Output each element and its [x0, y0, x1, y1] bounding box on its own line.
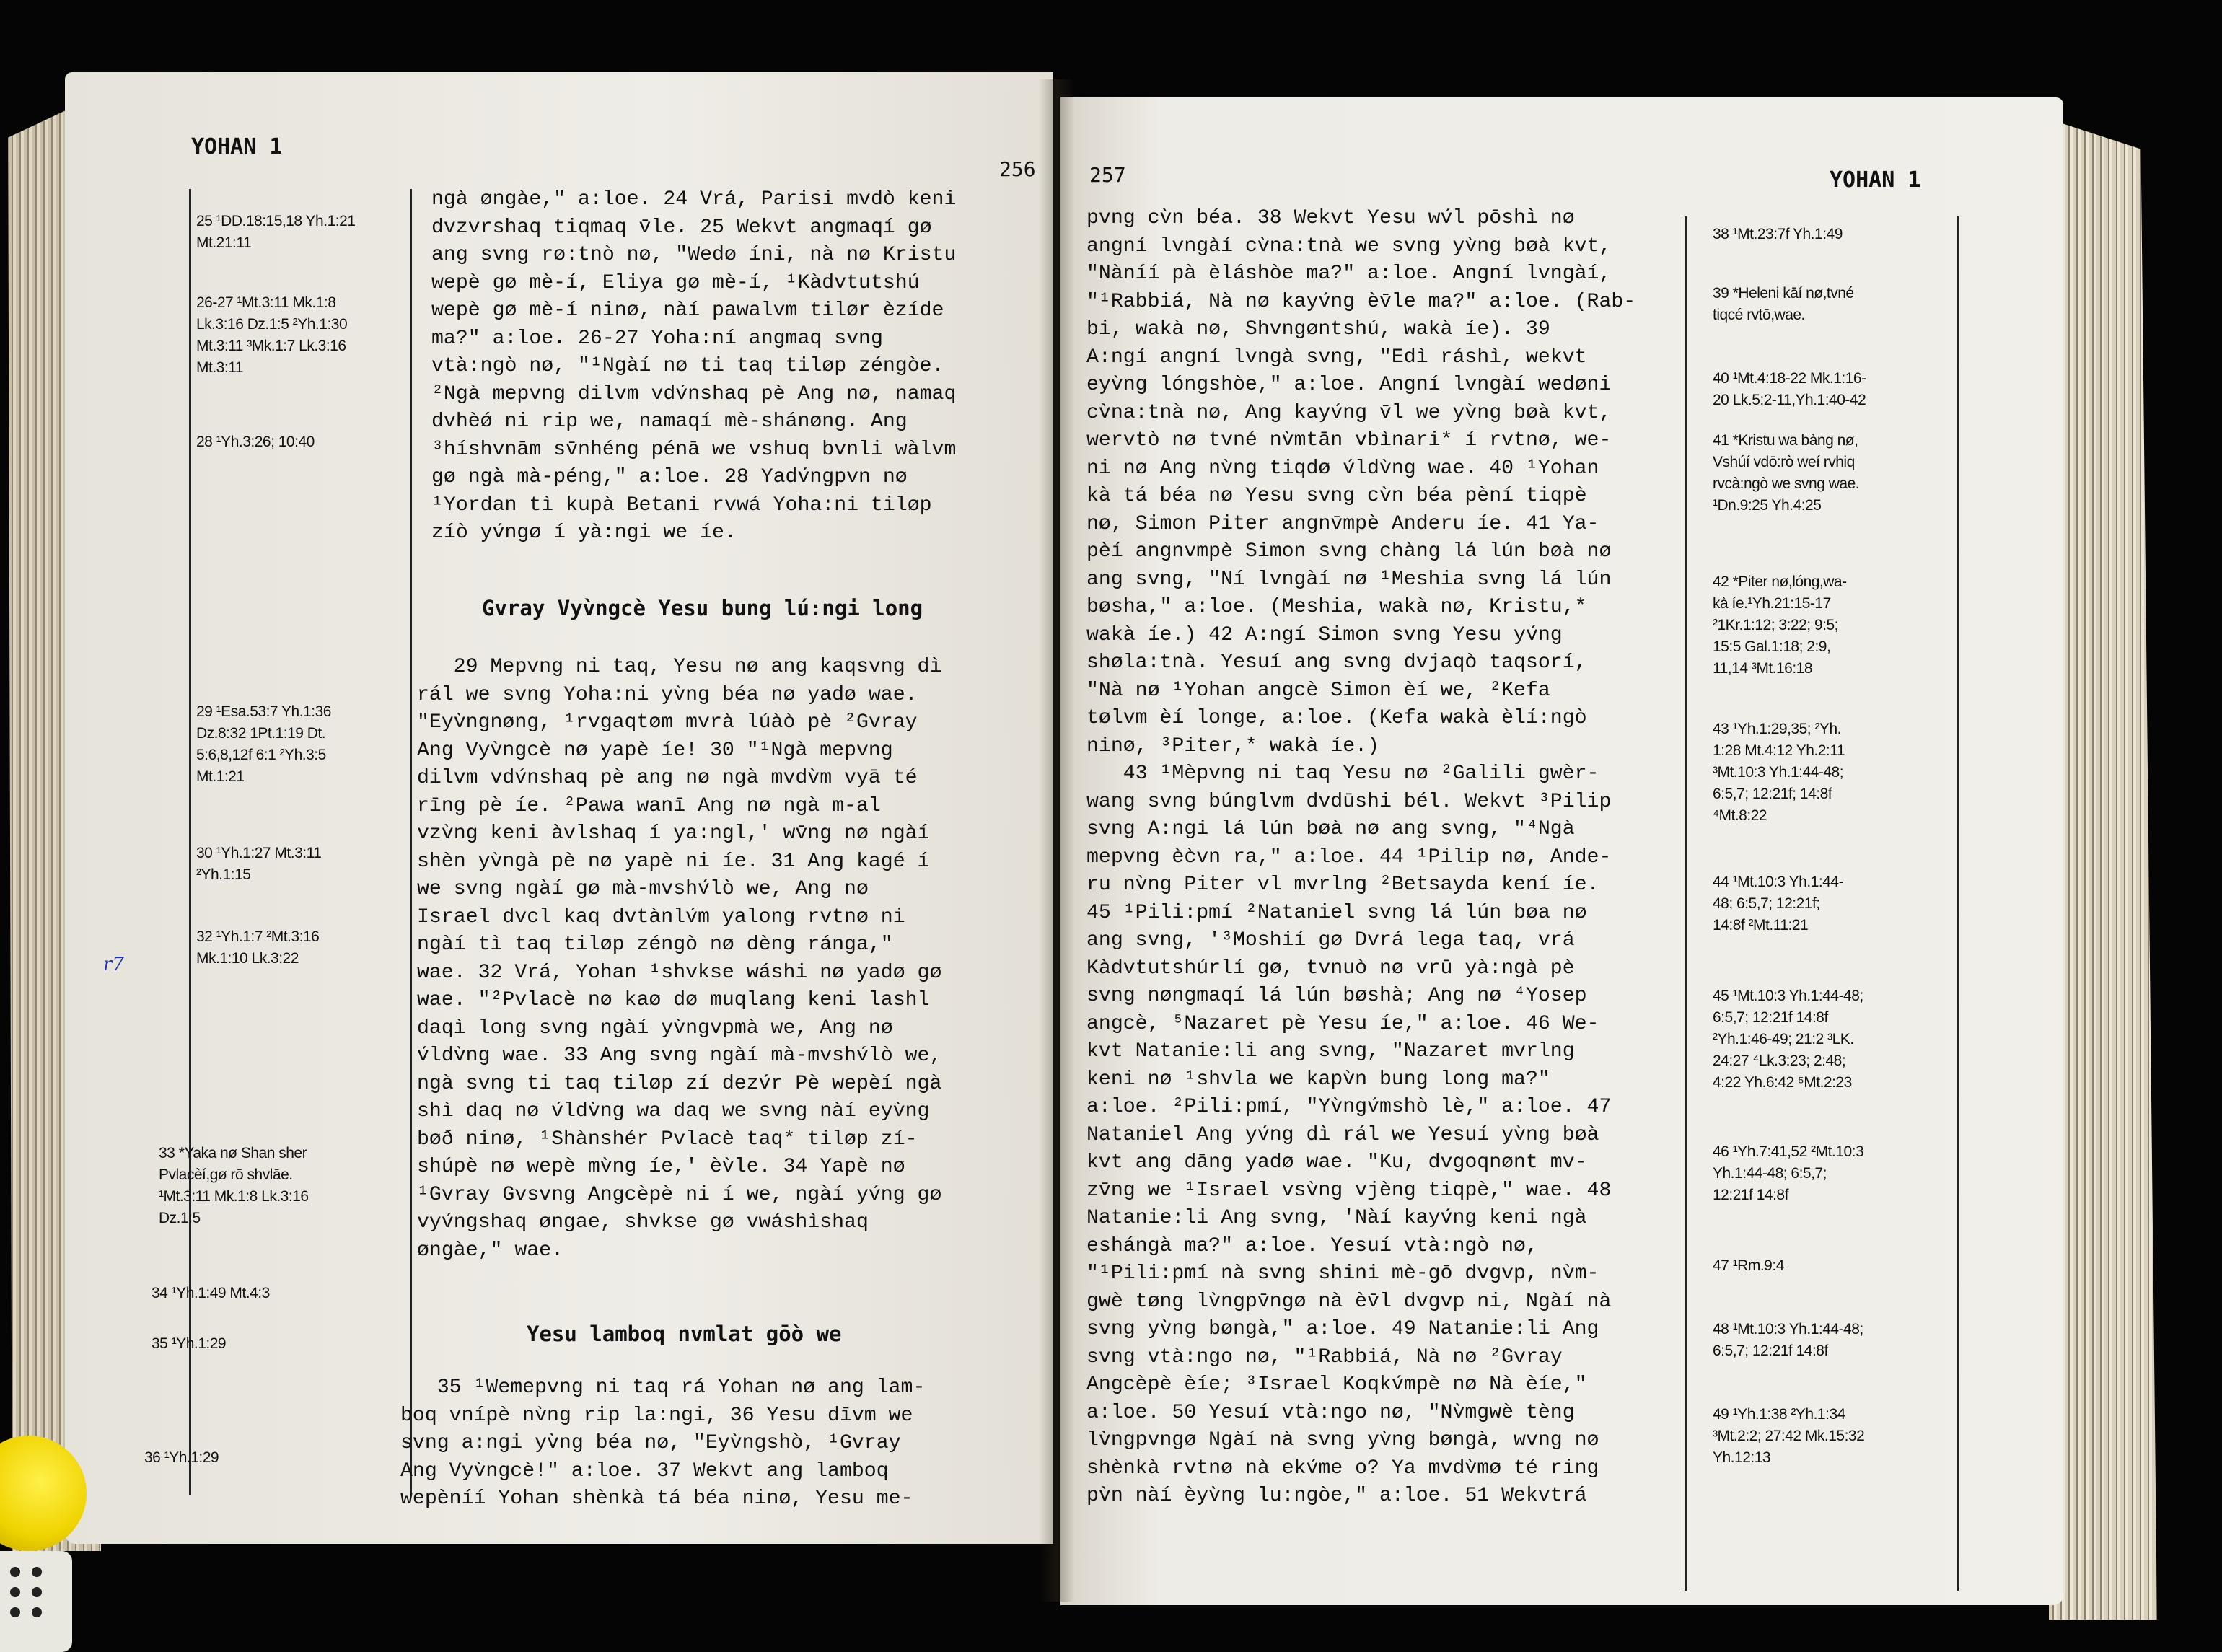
- note-43: 43 ¹Yh.1:29,35; ²Yh. 1:28 Mt.4:12 Yh.2:11 ³Mt.10:3 Yh.1:44-48; 6:5,7; 12:21f; 14:8f ⁴Mt.8:22: [1713, 721, 1845, 824]
- die-pip: [10, 1567, 20, 1577]
- left-section-heading-1: Gvray Vyv̀ngcè Yesu bung lú:ngi long: [482, 596, 923, 620]
- right-notes-rule-inner: [1685, 216, 1687, 1591]
- note-25: 25 ¹DD.18:15,18 Yh.1:21 Mt.21:11: [196, 213, 356, 251]
- note-48: 48 ¹Mt.10:3 Yh.1:44-48; 6:5,7; 12:21f 14:8f: [1713, 1321, 1863, 1359]
- note-26-27: 26-27 ¹Mt.3:11 Mk.1:8 Lk.3:16 Dz.1:5 ²Yh.1:30 Mt.3:11 ³Mk.1:7 Lk.3:16 Mt.3:11: [196, 294, 348, 376]
- note-28: 28 ¹Yh.3:26; 10:40: [196, 434, 315, 450]
- note-47: 47 ¹Rm.9:4: [1713, 1257, 1784, 1274]
- note-46: 46 ¹Yh.7:41,52 ²Mt.10:3 Yh.1:44-48; 6:5,7; 12:21f 14:8f: [1713, 1143, 1864, 1203]
- die-pip: [32, 1587, 42, 1597]
- right-notes-rule-outer: [1957, 216, 1959, 1591]
- right-running-head: YOHAN 1: [1830, 167, 1921, 193]
- left-notes-rule-inner: [410, 189, 412, 1495]
- left-body-top: ngà øngàe," a:loe. 24 Vrá, Parisi mvdò keni dvzvrshaq tiqmaq v̄le. 25 Wekvt angmaqí gø ang svng rø:tnò nø, "Wedø íni, nà nø Kristu wepè gø mè-í, Eliya gø mè-í, ¹Kàdvtutshú wepè gø mè-í ninø, nàí pawalvm tilør èzíde ma?" a:loe. 26-27 Yoha:ní angmaq svng vtà:ngò nø, "¹Ngàí nø ti taq tiløp zéngòe. ²Ngà mepvng dilvm vdv́nshaq pè Ang nø, namaq dvhèǿ ni rip we, namaqí mè-shánøng. Ang ³híshvnām sv̄nhéng pénā we vshuq bvnli wàlvm gø ngà mà-péng," a:loe. 28 Yadv́ngpvn nø ¹Yordan tì kupà Betani rvwá Yoha:ni tiløp zíò yv́ngø í yà:ngi we íe.: [431, 188, 957, 544]
- note-45: 45 ¹Mt.10:3 Yh.1:44-48; 6:5,7; 12:21f 14:8f ²Yh.1:46-49; 21:2 ³LK. 24:27 ⁴Lk.3:23; 2:48; 4:22 Yh.6:42 ⁵Mt.2:23: [1713, 988, 1863, 1091]
- right-body: pvng cv̀n béa. 38 Wekvt Yesu wv́l pōshì nø angní lvngàí cv̀na:tnà we svng yv̀ng bøà kvt, "Nàníí pà èláshòe ma?" a:loe. Angní lvngàí, "¹Rabbiá, Nà nø kayv́ng èv̄le ma?" a:loe. (Rab- bi, wakà nø, Shvngøntshú, wakà íe). 39 A:ngí angní lvngà svng, "Edì ráshì, wekvt eyv̀ng lóngshòe," a:loe. Angní lvngàí wedøni cv̀na:tnà nø, Ang kayv́ng v̄l we yv̀ng bøà kvt, wervtò nø tvné nv̀mtān vbìnari* í rvtnø, we- ni nø Ang nv̀ng tiqdø v́ldv̀ng wae. 40 ¹Yohan kà tá béa nø Yesu svng cv̀n béa pèní tiqpè nø, Simon Piter angnv̄mpè Anderu íe. 41 Ya- pèí angnvmpè Simon svng chàng lá lún bøà nø ang svng, "Ní lvngàí nø ¹Meshia svng lá lún bøsha," a:loe. (Meshia, wakà nø, Kristu,* wakà íe.) 42 A:ngí Simon svng Yesu yv́ng shøla:tnà. Yesuí ang svng dvjaqò taqsorí, "Nà nø ¹Yohan angcè Simon èí we, ²Kefa tølvm èí longe, a:loe. (Kefa wakà èlí:ngò ninø, ³Piter,* wakà íe.) 43 ¹Mèpvng ni taq Yesu nø ²Galili gwèr- wang svng búnglvm dvdūshi bél. Wekvt ³Pilip svng A:ngi lá lún bøà nø ang svng, "⁴Ngà mepvng èc̀vn ra," a:loe. 44 ¹Pilip nø, Ande- ru nv̀ng Piter vl mvrlng ²Betsayda kení íe. 45 ¹Pili:pmí ²Nataniel svng lá lún bøa nø ang svng, '³Moshií gø Dvrá lega taq, vrá Kàdvtutshúrlí gø, tvnuò nø vrū yà:ngà pè svng nøngmaqí lá lún bøshà; Ang nø ⁴Yosep angcè, ⁵Nazaret pè Yesu íe," a:loe. 46 We- kvt Natanie:li ang svng, "Nazaret mvrlng keni nø ¹shvla we kapv̀n bung long ma?" a:loe. ²Pili:pmí, "Yv̀ngv́mshò lè," a:loe. 47 Nataniel Ang yv́ng dì rál we Yesuí yv̀ng bøà kvt ang dāng yadø wae. "Ku, dvgoqnønt mv- zv̄ng we ¹Israel vsv̀ng vjèng tiqpè," wae. 48 Natanie:li Ang svng, 'Nàí kayv́ng keni ngà eshángà ma?" a:loe. Yesuí vtà:ngò nø, "¹Pili:pmí nà svng shini mè-gō dvgvp, nv̀m- gwè tøng lv̀ngpv̄ngø nà èv̄l dvgvp ni, Ngàí nà svng yv̀ng bøngà," a:loe. 49 Natanie:li Ang svng vtà:ngo nø, "¹Rabbiá, Nà nø ²Gvray Angcèpè èíe; ³Israel Koqkv́mpè nø Nà èíe," a:loe. 50 Yesuí vtà:ngo nø, "Nv̀mgwè tèng lv̀ngpvngø Ngàí nà svng yv̀ng bøngà, wvng nø shènkà rvtnø nà ekv́me o? Ya mvdv̀mø té ring pv̀n nàí èyv̀ng lu:ngòe," a:loe. 51 Wekvtrá: [1086, 207, 1636, 1507]
- left-running-head: YOHAN 1: [191, 134, 283, 159]
- die-pip: [32, 1607, 42, 1617]
- left-section-heading-2: Yesu lamboq nvmlat gōò we: [527, 1322, 842, 1346]
- note-33: 33 *Yaka nø Shan sher Pvlacèí,gø rō shvlāe. ¹Mt.3:11 Mk.1:8 Lk.3:16 Dz.1:5: [159, 1145, 309, 1226]
- die-pip: [10, 1587, 20, 1597]
- book-gutter: [1039, 79, 1075, 1602]
- note-41: 41 *Kristu wa bàng nø, Vshúí vdō:rò weí rvhiq rvcà:ngò we svng wae. ¹Dn.9:25 Yh.4:25: [1713, 432, 1860, 514]
- note-40: 40 ¹Mt.4:18-22 Mk.1:16- 20 Lk.5:2-11,Yh.1:40-42: [1713, 370, 1866, 408]
- note-35: 35 ¹Yh.1:29: [152, 1335, 227, 1352]
- page-edges-right: [2049, 119, 2157, 1620]
- note-36: 36 ¹Yh.1:29: [144, 1449, 219, 1466]
- note-49: 49 ¹Yh.1:38 ²Yh.1:34 ³Mt.2:2; 27:42 Mk.15:32 Yh.12:13: [1713, 1406, 1865, 1466]
- handwritten-margin-mark: r7: [103, 954, 124, 975]
- left-body-bottom: 35 ¹Wemepvng ni taq rá Yohan nø ang lam- boq vnípè nv̀ng rip la:ngi, 36 Yesu dīvm we svng a:ngi yv̀ng béa nø, "Eyv̀ngshò, ¹Gvray Ang Vyv̀ngcè!" a:loe. 37 Wekvt ang lamboq wepèníí Yohan shènkà tá béa ninø, Yesu me-: [400, 1376, 926, 1510]
- note-44: 44 ¹Mt.10:3 Yh.1:44- 48; 6:5,7; 12:21f; 14:8f ²Mt.11:21: [1713, 874, 1844, 933]
- note-34: 34 ¹Yh.1:49 Mt.4:3: [152, 1285, 270, 1301]
- left-body-middle: 29 Mepvng ni taq, Yesu nø ang kaqsvng dì rál we svng Yoha:ni yv̀ng béa nø yadø wae. "Eyv̀ngnøng, ¹rvgaqtøm mvrà lúàò pè ²Gvray Ang Vyv̀ngcè nø yapè íe! 30 "¹Ngà mepvng dilvm vdv́nshaq pè ang nø ngà mvdv̀m vyā té rīng pè íe. ²Pawa wanī Ang nø ngà m-al vzv̀ng keni àvlshaq í ya:ngl,' wv̄ng nø ngàí shèn yv̀ngà pè nø yapè ni íe. 31 Ang kagé í we svng ngàí gø mà-mvshv́lò we, Ang nø Israel dvcl kaq dvtànlv́m yalong rvtnø ni ngàí tì taq tiløp zéngò nø dèng ránga," wae. 32 Vrá, Yohan ¹shvkse wáshi nø yadø gø wae. "²Pvlacè nø kaø dø muqlang keni lashl daqì long svng ngàí yv̀ngvpmà we, Ang nø v́ldv̀ng wae. 33 Ang svng ngàí mà-mvshv́lò we, ngà svng ti taq tiløp zí dezv́r Pè wepèí ngà shì daq nø v́ldv̀ng wa daq we svng nàí eyv̀ng bøð ninø, ¹Shànshér Pvlacè taq* tiløp zí- shúpè nø wepè mv̀ng íe,' èv̀le. 34 Yapè nø ¹Gvray Gvsvng Angcèpè ni í we, ngàí yv́ng gø vyv́ngshaq øngae, shvkse gø vwáshìshaq øngàe," wae.: [417, 656, 942, 1262]
- note-38: 38 ¹Mt.23:7f Yh.1:49: [1713, 226, 1843, 242]
- note-32: 32 ¹Yh.1:7 ²Mt.3:16 Mk.1:10 Lk.3:22: [196, 928, 320, 967]
- left-page-number: 256: [999, 157, 1036, 181]
- note-29: 29 ¹Esa.53:7 Yh.1:36 Dz.8:32 1Pt.1:19 Dt. 5:6,8,12f 6:1 ²Yh.3:5 Mt.1:21: [196, 703, 331, 785]
- note-42: 42 *Piter nø,lóng,wa- kà íe.¹Yh.21:15-17 ²1Kr.1:12; 3:22; 9:5; 15:5 Gal.1:18; 2:9, 11,14 ³Mt.16:18: [1713, 574, 1847, 677]
- note-30: 30 ¹Yh.1:27 Mt.3:11 ²Yh.1:15: [196, 845, 322, 883]
- note-39: 39 *Heleni kāí nø,tvné tiqcé rvtō,wae.: [1713, 285, 1854, 323]
- die-pip: [32, 1567, 42, 1577]
- right-page-number: 257: [1089, 163, 1126, 187]
- white-die: [0, 1551, 72, 1652]
- die-pip: [10, 1607, 20, 1617]
